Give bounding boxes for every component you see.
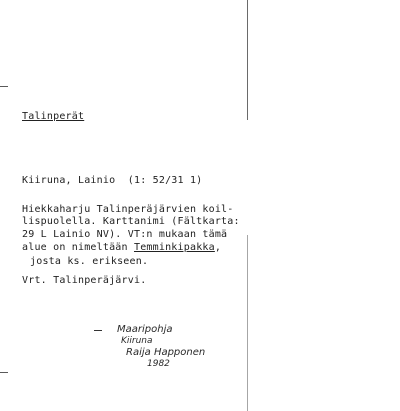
card-fold-line <box>247 0 248 120</box>
signature-line-2: Kiiruna <box>121 336 153 346</box>
signature-dash <box>94 330 102 331</box>
signature-line-3: Raija Happonen <box>126 347 206 358</box>
card-title: Talinperät <box>22 111 85 122</box>
body-line-5: josta ks. erikseen. <box>30 256 149 267</box>
left-edge-mark-bottom <box>0 372 8 373</box>
place-name-link: Temminkipakka <box>133 242 215 253</box>
location-line: Kiiruna, Lainio (1: 52/31 1) <box>22 175 203 186</box>
body-line-4-text: alue on nimeltään <box>22 242 134 253</box>
left-edge-mark-top <box>0 86 8 87</box>
body-line-4-comma: , <box>214 242 222 253</box>
body-line-4 <box>22 242 221 254</box>
signature-line-4: 1982 <box>147 359 170 369</box>
card-fold-line-lower <box>247 235 248 411</box>
body-line-2: lispuolella. Karttanimi (Fältkarta: <box>22 216 240 227</box>
body-line-1: Hiekkaharju Talinperäjärvien koil- <box>22 204 234 215</box>
body-line-3: 29 L Lainio NV). VT:n mukaan tämä <box>22 229 228 240</box>
body-line-6: Vrt. Talinperäjärvi. <box>22 275 147 286</box>
signature-line-1: Maaripohja <box>117 324 173 335</box>
